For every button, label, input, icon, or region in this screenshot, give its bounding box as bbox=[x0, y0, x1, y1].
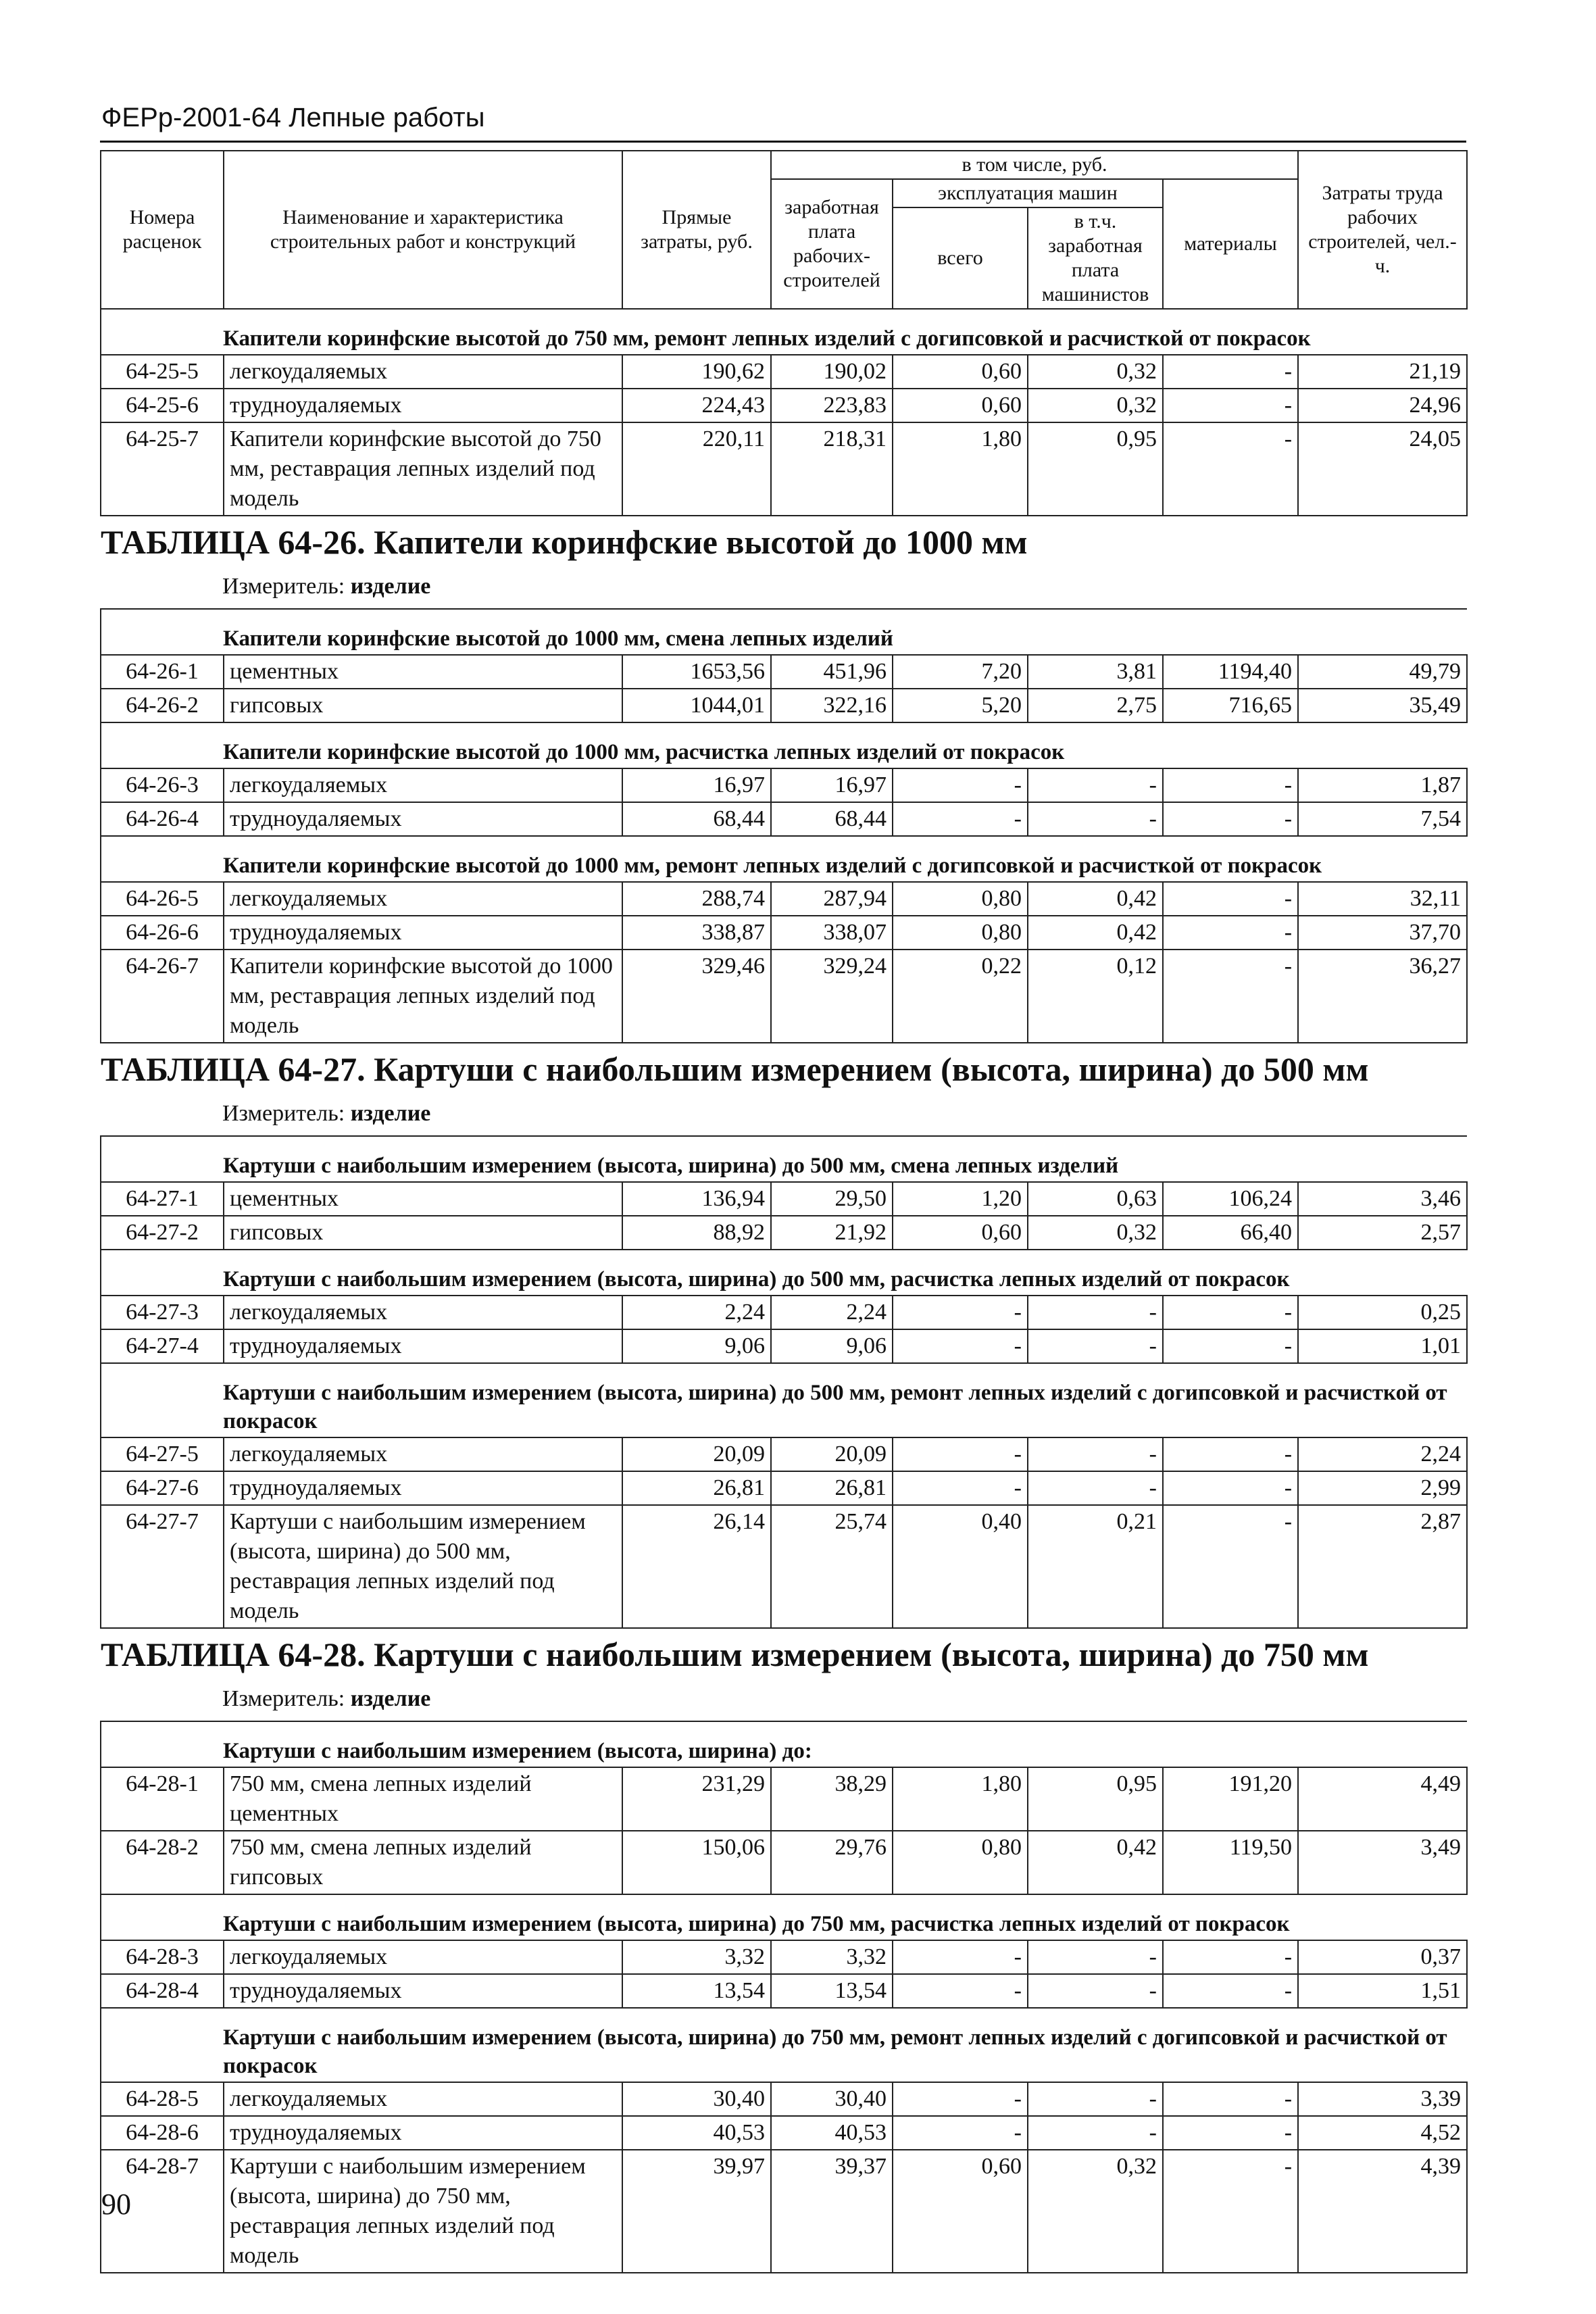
cell-mach_wage: 0,95 bbox=[1028, 1767, 1163, 1831]
cell-name: цементных bbox=[224, 655, 622, 689]
cell-labor: 4,49 bbox=[1298, 1767, 1467, 1831]
cell-code: 64-25-6 bbox=[101, 389, 224, 422]
cell-direct: 40,53 bbox=[622, 2116, 771, 2150]
cell-direct: 68,44 bbox=[622, 802, 771, 836]
cell-labor: 3,49 bbox=[1298, 1831, 1467, 1894]
meter-value: изделие bbox=[350, 574, 431, 599]
cell-mach: 5,20 bbox=[893, 689, 1028, 722]
cell-direct: 150,06 bbox=[622, 1831, 771, 1894]
cell-mach_wage: - bbox=[1028, 1974, 1163, 2008]
meter-value: изделие bbox=[350, 1101, 431, 1126]
cell-name: трудноудаляемых bbox=[224, 389, 622, 422]
cell-name: трудноудаляемых bbox=[224, 916, 622, 950]
header-rule bbox=[100, 141, 1466, 143]
cell-wage: 40,53 bbox=[771, 2116, 893, 2150]
meter-value: изделие bbox=[350, 1686, 431, 1711]
section-heading: Картуши с наибольшим измерением (высота, ширина) до 500 мм, смена лепных изделий bbox=[101, 1136, 1467, 1182]
cell-code: 64-26-7 bbox=[101, 950, 224, 1043]
meter-line bbox=[101, 1089, 1467, 1136]
cell-name: легкоудаляемых bbox=[224, 2082, 622, 2116]
cell-labor: 21,19 bbox=[1298, 355, 1467, 389]
section-heading: Картуши с наибольшим измерением (высота, ширина) до: bbox=[101, 1721, 1467, 1767]
table-row bbox=[101, 1940, 1467, 1974]
cell-labor: 0,25 bbox=[1298, 1296, 1467, 1329]
col-incl-header: в том числе, руб. bbox=[771, 151, 1298, 179]
cell-mach_wage: - bbox=[1028, 2116, 1163, 2150]
cell-direct: 1044,01 bbox=[622, 689, 771, 722]
cell-direct: 30,40 bbox=[622, 2082, 771, 2116]
cell-direct: 2,24 bbox=[622, 1296, 771, 1329]
cell-code: 64-27-4 bbox=[101, 1329, 224, 1363]
cell-mach: 0,60 bbox=[893, 1216, 1028, 1250]
cell-mat: - bbox=[1163, 2150, 1298, 2273]
cell-direct: 136,94 bbox=[622, 1182, 771, 1216]
col-machines-wage-header: в т.ч. заработная плата машинистов bbox=[1028, 207, 1163, 309]
section-heading: Картуши с наибольшим измерением (высота, ширина) до 750 мм, расчистка лепных изделий от покрасок bbox=[101, 1894, 1467, 1940]
cell-mach: 1,20 bbox=[893, 1182, 1028, 1216]
page-number: 90 bbox=[101, 2188, 131, 2221]
cell-name: гипсовых bbox=[224, 689, 622, 722]
cell-mach_wage: 0,32 bbox=[1028, 2150, 1163, 2273]
cell-direct: 26,14 bbox=[622, 1505, 771, 1628]
cell-mach: 0,80 bbox=[893, 1831, 1028, 1894]
cell-labor: 7,54 bbox=[1298, 802, 1467, 836]
cell-mat: - bbox=[1163, 1505, 1298, 1628]
col-materials-header: материалы bbox=[1163, 179, 1298, 309]
col-labor-header: Затраты труда рабочих строителей, чел.-ч. bbox=[1298, 151, 1467, 309]
table-row bbox=[101, 1505, 1467, 1628]
cell-mach_wage: 0,42 bbox=[1028, 1831, 1163, 1894]
cell-labor: 2,24 bbox=[1298, 1437, 1467, 1471]
cell-mat: 106,24 bbox=[1163, 1182, 1298, 1216]
cell-direct: 1653,56 bbox=[622, 655, 771, 689]
cell-mach: 0,60 bbox=[893, 355, 1028, 389]
cell-code: 64-28-5 bbox=[101, 2082, 224, 2116]
cell-mach_wage: 0,42 bbox=[1028, 916, 1163, 950]
cell-wage: 20,09 bbox=[771, 1437, 893, 1471]
table-row bbox=[101, 1767, 1467, 1831]
cell-mat: - bbox=[1163, 768, 1298, 802]
meter-label: Измеритель: bbox=[222, 574, 345, 599]
cell-name: гипсовых bbox=[224, 1216, 622, 1250]
cell-mach: 0,22 bbox=[893, 950, 1028, 1043]
cell-mach_wage: 0,32 bbox=[1028, 1216, 1163, 1250]
cell-direct: 190,62 bbox=[622, 355, 771, 389]
section-heading: Картуши с наибольшим измерением (высота, ширина) до 750 мм, ремонт лепных изделий с догипсовкой и расчисткой от покрасок bbox=[101, 2008, 1467, 2082]
cell-wage: 29,50 bbox=[771, 1182, 893, 1216]
cell-code: 64-26-5 bbox=[101, 882, 224, 916]
cell-mat: - bbox=[1163, 950, 1298, 1043]
table-title: ТАБЛИЦА 64-26. Капители коринфские высотой до 1000 мм bbox=[101, 516, 1467, 562]
cell-direct: 288,74 bbox=[622, 882, 771, 916]
cell-mach: - bbox=[893, 802, 1028, 836]
cell-wage: 25,74 bbox=[771, 1505, 893, 1628]
cell-mach: 0,60 bbox=[893, 389, 1028, 422]
cell-mach: 0,40 bbox=[893, 1505, 1028, 1628]
cell-name: легкоудаляемых bbox=[224, 1940, 622, 1974]
cell-wage: 21,92 bbox=[771, 1216, 893, 1250]
section-heading: Капители коринфские высотой до 1000 мм, расчистка лепных изделий от покрасок bbox=[101, 722, 1467, 768]
cell-mach_wage: - bbox=[1028, 1471, 1163, 1505]
cell-labor: 32,11 bbox=[1298, 882, 1467, 916]
meter-label: Измеритель: bbox=[222, 1686, 345, 1711]
cell-direct: 16,97 bbox=[622, 768, 771, 802]
section-heading: Картуши с наибольшим измерением (высота, ширина) до 500 мм, расчистка лепных изделий от покрасок bbox=[101, 1250, 1467, 1296]
col-wage-header: заработная плата рабочих-строителей bbox=[771, 179, 893, 309]
cell-mach_wage: - bbox=[1028, 802, 1163, 836]
table-row bbox=[101, 2150, 1467, 2273]
cell-name: трудноудаляемых bbox=[224, 2116, 622, 2150]
cell-name: легкоудаляемых bbox=[224, 768, 622, 802]
cell-wage: 68,44 bbox=[771, 802, 893, 836]
cell-name: Капители коринфские высотой до 750 мм, реставрация лепных изделий под модель bbox=[224, 422, 622, 516]
table-row bbox=[101, 422, 1467, 516]
cell-wage: 223,83 bbox=[771, 389, 893, 422]
table-row bbox=[101, 689, 1467, 722]
cell-labor: 4,39 bbox=[1298, 2150, 1467, 2273]
table-row bbox=[101, 1329, 1467, 1363]
section-heading: Капители коринфские высотой до 1000 мм, смена лепных изделий bbox=[101, 609, 1467, 655]
cell-wage: 218,31 bbox=[771, 422, 893, 516]
cell-name: Картуши с наибольшим измерением (высота, ширина) до 500 мм, реставрация лепных изделий под модель bbox=[224, 1505, 622, 1628]
cell-code: 64-26-3 bbox=[101, 768, 224, 802]
cell-name: Капители коринфские высотой до 1000 мм, реставрация лепных изделий под модель bbox=[224, 950, 622, 1043]
col-code-header: Номера расценок bbox=[101, 151, 224, 309]
cell-mach_wage: 3,81 bbox=[1028, 655, 1163, 689]
cell-mach: - bbox=[893, 1940, 1028, 1974]
cell-mach: - bbox=[893, 2082, 1028, 2116]
cell-mach_wage: - bbox=[1028, 768, 1163, 802]
cell-code: 64-26-2 bbox=[101, 689, 224, 722]
cell-labor: 24,05 bbox=[1298, 422, 1467, 516]
cell-labor: 2,87 bbox=[1298, 1505, 1467, 1628]
price-table bbox=[100, 150, 1468, 2273]
cell-mach: - bbox=[893, 1296, 1028, 1329]
cell-name: трудноудаляемых bbox=[224, 1329, 622, 1363]
table-row bbox=[101, 1831, 1467, 1894]
cell-mach_wage: - bbox=[1028, 1940, 1163, 1974]
table-row bbox=[101, 1437, 1467, 1471]
cell-direct: 26,81 bbox=[622, 1471, 771, 1505]
cell-mat: - bbox=[1163, 1974, 1298, 2008]
section-heading: Капители коринфские высотой до 750 мм, ремонт лепных изделий с догипсовкой и расчисткой от покрасок bbox=[101, 309, 1467, 355]
cell-mach_wage: 0,63 bbox=[1028, 1182, 1163, 1216]
table-row bbox=[101, 2116, 1467, 2150]
cell-labor: 4,52 bbox=[1298, 2116, 1467, 2150]
cell-code: 64-27-2 bbox=[101, 1216, 224, 1250]
cell-mat: 1194,40 bbox=[1163, 655, 1298, 689]
cell-name: 750 мм, смена лепных изделий цементных bbox=[224, 1767, 622, 1831]
table-row bbox=[101, 1471, 1467, 1505]
cell-mach_wage: 0,12 bbox=[1028, 950, 1163, 1043]
cell-code: 64-27-1 bbox=[101, 1182, 224, 1216]
cell-mach: 1,80 bbox=[893, 422, 1028, 516]
cell-labor: 35,49 bbox=[1298, 689, 1467, 722]
cell-direct: 3,32 bbox=[622, 1940, 771, 1974]
col-direct-header: Прямые затраты, руб. bbox=[622, 151, 771, 309]
cell-direct: 220,11 bbox=[622, 422, 771, 516]
cell-name: Картуши с наибольшим измерением (высота, ширина) до 750 мм, реставрация лепных изделий под модель bbox=[224, 2150, 622, 2273]
cell-mat: - bbox=[1163, 355, 1298, 389]
cell-name: трудноудаляемых bbox=[224, 802, 622, 836]
meter-line bbox=[101, 1675, 1467, 1721]
cell-code: 64-28-6 bbox=[101, 2116, 224, 2150]
cell-mach_wage: - bbox=[1028, 1296, 1163, 1329]
cell-mach: 7,20 bbox=[893, 655, 1028, 689]
cell-mat: - bbox=[1163, 2116, 1298, 2150]
cell-code: 64-28-7 bbox=[101, 2150, 224, 2273]
table-row bbox=[101, 655, 1467, 689]
running-head: ФЕРр-2001-64 Лепные работы bbox=[101, 103, 485, 132]
cell-wage: 287,94 bbox=[771, 882, 893, 916]
cell-direct: 231,29 bbox=[622, 1767, 771, 1831]
cell-code: 64-27-5 bbox=[101, 1437, 224, 1471]
col-name-header: Наименование и характеристика строительных работ и конструкций bbox=[224, 151, 622, 309]
cell-name: трудноудаляемых bbox=[224, 1471, 622, 1505]
cell-code: 64-25-7 bbox=[101, 422, 224, 516]
cell-mat: 191,20 bbox=[1163, 1767, 1298, 1831]
cell-wage: 9,06 bbox=[771, 1329, 893, 1363]
cell-mach: 0,80 bbox=[893, 916, 1028, 950]
cell-name: цементных bbox=[224, 1182, 622, 1216]
table-row bbox=[101, 2082, 1467, 2116]
cell-mat: - bbox=[1163, 1329, 1298, 1363]
cell-wage: 30,40 bbox=[771, 2082, 893, 2116]
cell-labor: 3,46 bbox=[1298, 1182, 1467, 1216]
cell-direct: 39,97 bbox=[622, 2150, 771, 2273]
cell-wage: 329,24 bbox=[771, 950, 893, 1043]
cell-mat: 66,40 bbox=[1163, 1216, 1298, 1250]
section-heading: Картуши с наибольшим измерением (высота, ширина) до 500 мм, ремонт лепных изделий с догипсовкой и расчисткой от покрасок bbox=[101, 1363, 1467, 1437]
cell-mat: - bbox=[1163, 1940, 1298, 1974]
cell-wage: 322,16 bbox=[771, 689, 893, 722]
cell-mach_wage: 0,32 bbox=[1028, 355, 1163, 389]
table-row bbox=[101, 1182, 1467, 1216]
cell-mat: - bbox=[1163, 882, 1298, 916]
table-row bbox=[101, 802, 1467, 836]
cell-direct: 329,46 bbox=[622, 950, 771, 1043]
cell-direct: 9,06 bbox=[622, 1329, 771, 1363]
cell-wage: 190,02 bbox=[771, 355, 893, 389]
col-machines-total-header: всего bbox=[893, 207, 1028, 309]
cell-mat: - bbox=[1163, 916, 1298, 950]
cell-wage: 29,76 bbox=[771, 1831, 893, 1894]
cell-mat: - bbox=[1163, 1437, 1298, 1471]
cell-mat: - bbox=[1163, 422, 1298, 516]
table-row bbox=[101, 768, 1467, 802]
cell-labor: 2,57 bbox=[1298, 1216, 1467, 1250]
cell-mat: - bbox=[1163, 1471, 1298, 1505]
table-title: ТАБЛИЦА 64-27. Картуши с наибольшим измерением (высота, ширина) до 500 мм bbox=[101, 1043, 1467, 1089]
table-title: ТАБЛИЦА 64-28. Картуши с наибольшим измерением (высота, ширина) до 750 мм bbox=[101, 1628, 1467, 1675]
cell-wage: 13,54 bbox=[771, 1974, 893, 2008]
cell-mat: - bbox=[1163, 2082, 1298, 2116]
cell-code: 64-27-7 bbox=[101, 1505, 224, 1628]
meter-line bbox=[101, 562, 1467, 609]
table-row bbox=[101, 355, 1467, 389]
meter-label: Измеритель: bbox=[222, 1101, 345, 1126]
cell-direct: 224,43 bbox=[622, 389, 771, 422]
cell-wage: 2,24 bbox=[771, 1296, 893, 1329]
cell-direct: 338,87 bbox=[622, 916, 771, 950]
cell-mach_wage: - bbox=[1028, 2082, 1163, 2116]
cell-mat: - bbox=[1163, 1296, 1298, 1329]
col-machines-header: эксплуатация машин bbox=[893, 179, 1163, 207]
cell-code: 64-28-4 bbox=[101, 1974, 224, 2008]
cell-direct: 13,54 bbox=[622, 1974, 771, 2008]
cell-labor: 49,79 bbox=[1298, 655, 1467, 689]
table-row bbox=[101, 389, 1467, 422]
cell-labor: 1,51 bbox=[1298, 1974, 1467, 2008]
cell-name: легкоудаляемых bbox=[224, 1296, 622, 1329]
cell-mach_wage: - bbox=[1028, 1329, 1163, 1363]
cell-code: 64-27-6 bbox=[101, 1471, 224, 1505]
cell-mach: - bbox=[893, 1974, 1028, 2008]
cell-wage: 451,96 bbox=[771, 655, 893, 689]
cell-mach: - bbox=[893, 1437, 1028, 1471]
cell-code: 64-26-1 bbox=[101, 655, 224, 689]
table-row bbox=[101, 1216, 1467, 1250]
cell-name: трудноудаляемых bbox=[224, 1974, 622, 2008]
cell-mach_wage: 0,21 bbox=[1028, 1505, 1163, 1628]
cell-code: 64-26-6 bbox=[101, 916, 224, 950]
cell-direct: 88,92 bbox=[622, 1216, 771, 1250]
section-heading: Капители коринфские высотой до 1000 мм, ремонт лепных изделий с догипсовкой и расчисткой от покрасок bbox=[101, 836, 1467, 882]
cell-wage: 338,07 bbox=[771, 916, 893, 950]
cell-wage: 38,29 bbox=[771, 1767, 893, 1831]
cell-mach_wage: 0,32 bbox=[1028, 389, 1163, 422]
cell-mach: - bbox=[893, 1329, 1028, 1363]
cell-labor: 0,37 bbox=[1298, 1940, 1467, 1974]
cell-name: легкоудаляемых bbox=[224, 1437, 622, 1471]
cell-code: 64-28-2 bbox=[101, 1831, 224, 1894]
cell-mach: - bbox=[893, 768, 1028, 802]
table-row bbox=[101, 1296, 1467, 1329]
cell-mach_wage: 0,95 bbox=[1028, 422, 1163, 516]
cell-mach_wage: - bbox=[1028, 1437, 1163, 1471]
cell-wage: 39,37 bbox=[771, 2150, 893, 2273]
cell-mach_wage: 2,75 bbox=[1028, 689, 1163, 722]
cell-mach: 0,80 bbox=[893, 882, 1028, 916]
cell-wage: 3,32 bbox=[771, 1940, 893, 1974]
cell-wage: 26,81 bbox=[771, 1471, 893, 1505]
cell-mat: 716,65 bbox=[1163, 689, 1298, 722]
cell-labor: 37,70 bbox=[1298, 916, 1467, 950]
cell-labor: 24,96 bbox=[1298, 389, 1467, 422]
cell-code: 64-28-1 bbox=[101, 1767, 224, 1831]
cell-labor: 1,01 bbox=[1298, 1329, 1467, 1363]
cell-labor: 36,27 bbox=[1298, 950, 1467, 1043]
cell-labor: 1,87 bbox=[1298, 768, 1467, 802]
cell-mat: - bbox=[1163, 389, 1298, 422]
cell-name: легкоудаляемых bbox=[224, 882, 622, 916]
cell-mat: 119,50 bbox=[1163, 1831, 1298, 1894]
table-body bbox=[101, 309, 1467, 2273]
cell-mat: - bbox=[1163, 802, 1298, 836]
cell-mach: - bbox=[893, 1471, 1028, 1505]
cell-code: 64-27-3 bbox=[101, 1296, 224, 1329]
cell-mach: 0,60 bbox=[893, 2150, 1028, 2273]
cell-code: 64-26-4 bbox=[101, 802, 224, 836]
table-row bbox=[101, 882, 1467, 916]
cell-name: легкоудаляемых bbox=[224, 355, 622, 389]
cell-direct: 20,09 bbox=[622, 1437, 771, 1471]
table-row bbox=[101, 916, 1467, 950]
cell-code: 64-25-5 bbox=[101, 355, 224, 389]
cell-labor: 3,39 bbox=[1298, 2082, 1467, 2116]
cell-name: 750 мм, смена лепных изделий гипсовых bbox=[224, 1831, 622, 1894]
cell-wage: 16,97 bbox=[771, 768, 893, 802]
cell-mach: 1,80 bbox=[893, 1767, 1028, 1831]
cell-mach_wage: 0,42 bbox=[1028, 882, 1163, 916]
cell-mach: - bbox=[893, 2116, 1028, 2150]
cell-labor: 2,99 bbox=[1298, 1471, 1467, 1505]
cell-code: 64-28-3 bbox=[101, 1940, 224, 1974]
table-row bbox=[101, 1974, 1467, 2008]
table-row bbox=[101, 950, 1467, 1043]
